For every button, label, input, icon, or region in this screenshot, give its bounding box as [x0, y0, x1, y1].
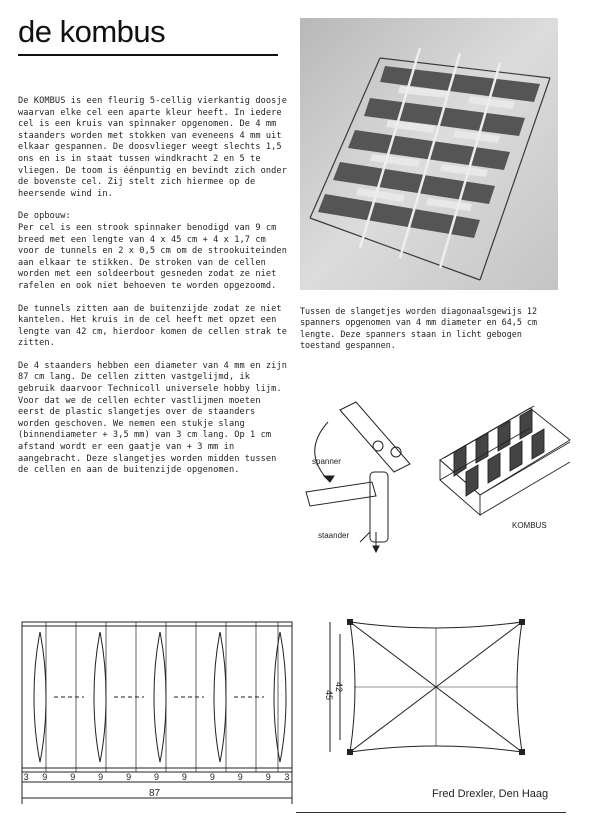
staander-label: staander: [318, 531, 350, 540]
segment-dimension-label: 9: [70, 772, 76, 782]
kombus-label: KOMBUS: [512, 521, 547, 530]
paragraph-construction: De opbouw: Per cel is een strook spinnaker benodigd van 9 cm breed met een lengte van 4 x 45 cm + 4 x 1,7 cm voor de tunnels en 2 x 0,5 cm om de strookuiteinden aan elkaar te stikken. De stroken van de cellen worden met een soldeerbout gesneden zodat ze niet rafelen en ook niet behoeven te worden opgezoomd.: [18, 211, 287, 291]
segment-dimension-label: 9: [126, 772, 132, 782]
segment-dimension-label: 9: [42, 772, 48, 782]
spanner-label: spanner: [312, 457, 341, 466]
segment-dimension-label: 9: [154, 772, 160, 782]
dimension-45-label: 45: [324, 690, 334, 701]
photo-caption: Tussen de slangetjes worden diagonaalsgewijs 12 spanners opgenomen van 4 mm diameter en 64,5 cm lengte. Deze spanners staan in licht gebogen toestand gespannen.: [300, 306, 537, 351]
segment-dimension-label: 9: [265, 772, 271, 782]
segment-dimension-label: 3: [284, 772, 290, 782]
paragraph-tunnels: De tunnels zitten aan de buitenzijde zodat ze niet kantelen. Het kruis in de cel heeft met opzet een lengte van 42 cm, hierdoor komen de cellen strak te zitten.: [18, 303, 287, 349]
segment-dimension-label: 9: [209, 772, 215, 782]
paragraph-intro: De KOMBUS is een fleurig 5-cellig vierkantig doosje waarvan elke cel een aparte kleur heeft. In iedere cel is een kruis van spinnaker opgenomen. De 4 mm staanders worden met stokken van eveneens 4 mm uit elkaar gespannen. De doosvlieger weegt slechts 1,5 ons en is in staat tussen windkracht 2 en 5 te vliegen. De toom is éénpuntig en bevindt zich onder de bovenste cel. Zij stelt zich hiermee op de heersende wind in.: [18, 96, 287, 199]
segment-dimensions: [24, 772, 290, 782]
segment-dimension-label: 9: [181, 772, 187, 782]
kite-photo: [300, 18, 558, 290]
segment-dimension-label: 9: [98, 772, 104, 782]
kombus-isometric-diagram: [430, 400, 580, 545]
kite-plan-diagram: [14, 612, 299, 812]
segment-dimension-label: 3: [23, 772, 29, 782]
article-body: [18, 96, 288, 488]
paragraph-standers: De 4 staanders hebben een diameter van 4 mm en zijn 87 cm lang. De cellen zitten vastgelijmd, ik gebruik daarvoor Technicoll universele hobby lijm. Voor dat we de cellen echter vastlijmen moeten eerst de plastic slangetjes over de staanders worden geschoven. We nemen een stukje slang (binnendiameter + 3,5 mm) van 3 cm lang. Op 1 cm afstand wordt er een gaatje van + 3 mm in aangebracht. Deze slangetjes worden midden tussen de cellen en aan de buitenzijde opgenomen.: [18, 360, 287, 476]
segment-dimension-label: 9: [237, 772, 243, 782]
bottom-rule: [296, 812, 566, 813]
title-rule: [18, 54, 278, 56]
page-title: de kombus: [18, 14, 166, 49]
joint-detail-diagram: [300, 392, 425, 562]
total-length-label: 87: [149, 788, 161, 799]
dimension-42-label: 42: [334, 682, 344, 693]
author-credit: Fred Drexler, Den Haag: [432, 788, 549, 800]
kite-end-view-diagram: [316, 612, 576, 772]
